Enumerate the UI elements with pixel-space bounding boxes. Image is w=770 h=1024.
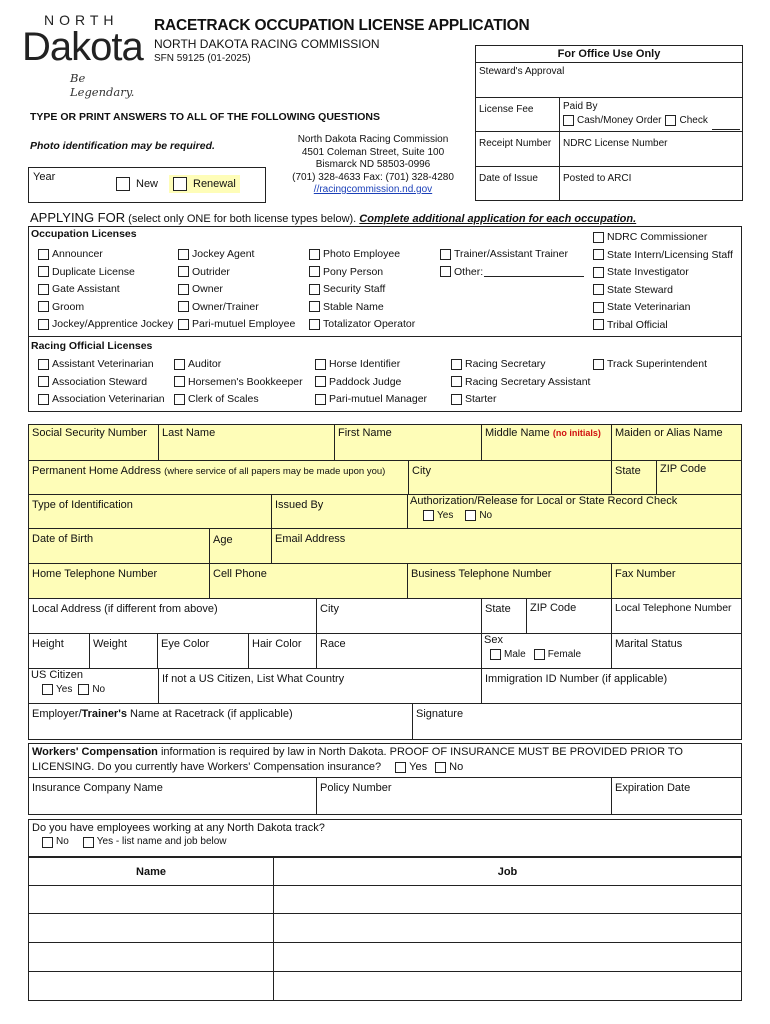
occupation-checkbox[interactable] bbox=[593, 232, 604, 243]
occupation-option[interactable] bbox=[38, 318, 173, 330]
photo-id-note: Photo identification may be required. bbox=[30, 140, 215, 152]
form-title: RACETRACK OCCUPATION LICENSE APPLICATION bbox=[154, 17, 530, 34]
occupation-label: Pari-mutuel Employee bbox=[192, 318, 296, 330]
employee-row-2-name[interactable] bbox=[30, 914, 272, 941]
racing-official-label: Association Steward bbox=[52, 375, 148, 388]
employees-question-box: Do you have employees working at any North Dakota track? No Yes - list name and job below bbox=[28, 819, 742, 857]
commission-website-link[interactable]: //racingcommission.nd.gov bbox=[313, 184, 433, 195]
occupation-label: Groom bbox=[52, 300, 85, 313]
license-fee-field[interactable]: License Fee bbox=[475, 97, 560, 132]
racing-official-option[interactable] bbox=[38, 358, 154, 370]
applying-for-heading: APPLYING FOR (select only ONE for both license types below). Complete additional application for each occupation. bbox=[30, 210, 637, 225]
racing-official-checkbox[interactable] bbox=[451, 376, 462, 387]
occupation-option[interactable] bbox=[38, 283, 120, 295]
occupation-option[interactable] bbox=[178, 301, 259, 313]
zip-code-field[interactable]: ZIP Code bbox=[656, 460, 742, 495]
racing-official-checkbox[interactable] bbox=[38, 359, 49, 370]
address-line1: North Dakota Racing Commission bbox=[297, 134, 449, 145]
occupation-licenses-title: Occupation Licenses bbox=[31, 228, 137, 240]
commission-address bbox=[270, 134, 476, 197]
sex-field: Sex Male Female bbox=[481, 633, 612, 669]
eye-color-field[interactable]: Eye Color bbox=[157, 633, 249, 669]
occupation-option[interactable] bbox=[38, 266, 135, 278]
male-checkbox[interactable] bbox=[490, 649, 501, 660]
occupation-option[interactable] bbox=[593, 266, 689, 278]
occupation-label: Photo Employee bbox=[323, 248, 401, 260]
permanent-address-field[interactable]: Permanent Home Address (where service of all papers may be made upon you) bbox=[28, 460, 409, 495]
renewal-option[interactable]: Renewal bbox=[169, 175, 240, 193]
racing-official-checkbox[interactable] bbox=[451, 359, 462, 370]
local-city-field[interactable]: City bbox=[316, 598, 482, 634]
ndrc-license-number-field[interactable]: NDRC License Number bbox=[559, 131, 743, 167]
racing-official-option[interactable] bbox=[451, 376, 590, 388]
occupation-checkbox[interactable] bbox=[309, 284, 320, 295]
racing-official-checkbox[interactable] bbox=[38, 376, 49, 387]
occupation-option[interactable] bbox=[309, 318, 415, 330]
occupation-checkbox[interactable] bbox=[178, 319, 189, 330]
employees-table bbox=[28, 857, 742, 1001]
racing-official-label: Racing Secretary bbox=[465, 358, 546, 370]
occupation-option[interactable] bbox=[309, 266, 383, 278]
female-checkbox[interactable] bbox=[534, 649, 545, 660]
ssn-field[interactable]: Social Security Number bbox=[28, 424, 159, 461]
racing-official-checkbox[interactable] bbox=[315, 376, 326, 387]
renewal-checkbox[interactable] bbox=[173, 177, 187, 191]
occupation-label: Jockey Agent bbox=[192, 248, 255, 260]
office-use-title: For Office Use Only bbox=[475, 45, 743, 63]
height-field[interactable]: Height bbox=[28, 633, 90, 669]
racing-official-label: Starter bbox=[465, 393, 497, 405]
middle-name-field[interactable]: Middle Name (no initials) bbox=[481, 424, 612, 461]
workers-comp-box: Workers' Compensation information is required by law in North Dakota. PROOF OF INSURANCE MUST BE PROVIDED PRIOR TO LICENSING. Do you currently have Workers' Compensation insurance? Yes No bbox=[28, 743, 742, 778]
occupation-label: Security Staff bbox=[323, 283, 386, 295]
occupation-option[interactable] bbox=[593, 319, 668, 331]
racing-official-label: Pari-mutuel Manager bbox=[329, 393, 428, 405]
local-address-field[interactable]: Local Address (if different from above) bbox=[28, 598, 317, 634]
occupation-checkbox[interactable] bbox=[309, 249, 320, 260]
racing-official-option[interactable] bbox=[315, 393, 427, 405]
occupation-checkbox[interactable] bbox=[38, 284, 49, 295]
occupation-label: Other: bbox=[454, 265, 484, 278]
issued-by-field[interactable]: Issued By bbox=[271, 494, 408, 529]
employee-row-1-name[interactable] bbox=[30, 886, 272, 912]
occupation-label: Duplicate License bbox=[52, 265, 135, 278]
racing-official-label: Association Veterinarian bbox=[52, 393, 165, 405]
employee-row-3-name[interactable] bbox=[30, 943, 272, 970]
employees-col-name: Name bbox=[136, 866, 166, 878]
occupation-option[interactable] bbox=[309, 283, 385, 295]
racing-official-checkbox[interactable] bbox=[38, 394, 49, 405]
weight-field[interactable]: Weight bbox=[89, 633, 158, 669]
employee-row-1-job[interactable] bbox=[275, 886, 740, 912]
marital-status-field[interactable]: Marital Status bbox=[611, 633, 742, 669]
racing-official-checkbox[interactable] bbox=[174, 394, 185, 405]
racing-official-checkbox[interactable] bbox=[174, 376, 185, 387]
us-citizen-yes-checkbox[interactable] bbox=[42, 684, 53, 695]
auth-release-yes-checkbox[interactable] bbox=[423, 510, 434, 521]
occupation-checkbox[interactable] bbox=[38, 319, 49, 330]
year-label: Year bbox=[33, 171, 56, 183]
occupation-option[interactable] bbox=[440, 248, 568, 260]
racing-official-option[interactable] bbox=[451, 393, 497, 405]
employees-no-checkbox[interactable] bbox=[42, 837, 53, 848]
other-occupation-line[interactable] bbox=[484, 267, 584, 277]
hair-color-field[interactable]: Hair Color bbox=[248, 633, 317, 669]
occupation-label: State Investigator bbox=[607, 266, 689, 278]
cash-money-order-checkbox[interactable] bbox=[563, 115, 574, 126]
racing-official-checkbox[interactable] bbox=[315, 359, 326, 370]
agency-name: NORTH DAKOTA RACING COMMISSION bbox=[154, 37, 380, 51]
occupation-checkbox[interactable] bbox=[593, 249, 604, 260]
employee-row-4-job[interactable] bbox=[275, 972, 740, 999]
immigration-id-field[interactable]: Immigration ID Number (if applicable) bbox=[481, 668, 742, 704]
policy-number-field[interactable]: Policy Number bbox=[316, 777, 612, 815]
racing-official-option[interactable] bbox=[174, 376, 303, 388]
racing-official-option[interactable] bbox=[593, 358, 707, 370]
local-state-field[interactable]: State bbox=[481, 598, 527, 634]
occupation-label: Gate Assistant bbox=[52, 283, 120, 295]
occupation-checkbox[interactable] bbox=[38, 266, 49, 277]
occupation-option[interactable] bbox=[38, 248, 103, 260]
occupation-checkbox[interactable] bbox=[309, 301, 320, 312]
racing-official-option[interactable] bbox=[174, 358, 221, 370]
racing-official-label: Horse Identifier bbox=[329, 358, 401, 370]
new-option[interactable]: New bbox=[116, 177, 158, 191]
occupation-option[interactable] bbox=[309, 248, 400, 260]
occupation-checkbox[interactable] bbox=[309, 319, 320, 330]
age-field[interactable]: Age bbox=[209, 528, 272, 564]
racing-official-label: Assistant Veterinarian bbox=[52, 358, 154, 370]
employee-row-2-job[interactable] bbox=[275, 914, 740, 941]
address-line2: 4501 Coleman Street, Suite 100 bbox=[301, 146, 445, 158]
maiden-alias-field[interactable]: Maiden or Alias Name bbox=[611, 424, 742, 461]
auth-release-field: Authorization/Release for Local or State Record Check Yes No bbox=[407, 494, 742, 529]
occupation-label: Announcer bbox=[52, 248, 103, 260]
racing-official-licenses-title: Racing Official Licenses bbox=[31, 340, 153, 352]
occupation-option[interactable] bbox=[38, 301, 84, 313]
occupation-label: State Steward bbox=[607, 283, 673, 296]
logo-tagline: Be Legendary. bbox=[70, 71, 135, 99]
occupation-option[interactable] bbox=[178, 266, 230, 278]
cell-phone-field[interactable]: Cell Phone bbox=[209, 563, 408, 599]
occupation-label: Stable Name bbox=[323, 300, 384, 313]
racing-official-label: Paddock Judge bbox=[329, 375, 402, 388]
auth-release-no-checkbox[interactable] bbox=[465, 510, 476, 521]
racing-official-option[interactable] bbox=[315, 358, 400, 370]
racing-official-label: Horsemen's Bookkeeper bbox=[188, 375, 303, 388]
racing-official-checkbox[interactable] bbox=[315, 394, 326, 405]
occupation-checkbox[interactable] bbox=[178, 284, 189, 295]
racing-official-option[interactable] bbox=[38, 376, 147, 388]
us-citizen-no-checkbox[interactable] bbox=[78, 684, 89, 695]
employee-row-3-job[interactable] bbox=[275, 943, 740, 970]
nd-logo bbox=[22, 12, 147, 99]
racing-official-label: Racing Secretary Assistant bbox=[465, 375, 591, 388]
insurance-company-field[interactable]: Insurance Company Name bbox=[28, 777, 317, 815]
occupation-option[interactable] bbox=[309, 301, 384, 313]
employer-trainer-name-field[interactable]: Employer/Trainer's Name at Racetrack (if applicable) bbox=[28, 703, 413, 740]
racing-official-checkbox[interactable] bbox=[593, 359, 604, 370]
fax-number-field[interactable]: Fax Number bbox=[611, 563, 742, 599]
state-field[interactable]: State bbox=[611, 460, 657, 495]
racing-official-checkbox[interactable] bbox=[451, 394, 462, 405]
business-phone-field[interactable]: Business Telephone Number bbox=[407, 563, 612, 599]
us-citizen-field: US Citizen Yes No bbox=[28, 668, 159, 704]
logo-north-text: NORTH bbox=[44, 12, 119, 28]
occupation-checkbox[interactable] bbox=[38, 249, 49, 260]
occupation-label: Owner/Trainer bbox=[192, 300, 259, 313]
occupation-checkbox[interactable] bbox=[309, 266, 320, 277]
local-zip-field[interactable]: ZIP Code bbox=[526, 598, 612, 634]
occupation-label: Tribal Official bbox=[607, 318, 668, 331]
date-of-birth-field[interactable]: Date of Birth bbox=[28, 528, 210, 564]
race-field[interactable]: Race bbox=[316, 633, 482, 669]
address-line3: Bismarck ND 58503-0996 bbox=[315, 159, 431, 170]
racing-official-label: Track Superintendent bbox=[607, 358, 708, 370]
signature-field[interactable]: Signature bbox=[412, 703, 742, 740]
occupation-label: Owner bbox=[192, 283, 223, 295]
receipt-number-field[interactable]: Receipt Number bbox=[475, 131, 560, 167]
form-number: SFN 59125 (01-2025) bbox=[154, 53, 251, 64]
occupation-option[interactable] bbox=[178, 248, 254, 260]
occupation-checkbox[interactable] bbox=[440, 266, 451, 277]
racing-official-option[interactable] bbox=[38, 393, 165, 405]
racing-official-option[interactable] bbox=[451, 358, 546, 370]
occupation-option[interactable] bbox=[178, 283, 223, 295]
expiration-date-field[interactable]: Expiration Date bbox=[611, 777, 742, 815]
type-or-print-instruction: TYPE OR PRINT ANSWERS TO ALL OF THE FOLLOWING QUESTIONS bbox=[30, 111, 381, 123]
city-field[interactable]: City bbox=[408, 460, 612, 495]
if-not-citizen-country-field[interactable]: If not a US Citizen, List What Country bbox=[158, 668, 482, 704]
occupation-label: Jockey/Apprentice Jockey bbox=[52, 318, 174, 330]
racing-official-checkbox[interactable] bbox=[174, 359, 185, 370]
occupation-checkbox[interactable] bbox=[593, 319, 604, 330]
occupation-checkbox[interactable] bbox=[593, 302, 604, 313]
occupation-option[interactable] bbox=[593, 301, 690, 313]
occupation-checkbox[interactable] bbox=[593, 284, 604, 295]
type-of-identification-field[interactable]: Type of Identification bbox=[28, 494, 272, 529]
new-checkbox[interactable] bbox=[116, 177, 130, 191]
stewards-approval-field[interactable]: Steward's Approval bbox=[475, 62, 743, 98]
occupation-checkbox[interactable] bbox=[440, 249, 451, 260]
employees-yes-checkbox[interactable] bbox=[83, 837, 94, 848]
first-name-field[interactable]: First Name bbox=[334, 424, 482, 461]
racing-official-label: Auditor bbox=[188, 358, 222, 370]
occupation-option[interactable] bbox=[593, 249, 733, 261]
occupation-checkbox[interactable] bbox=[38, 301, 49, 312]
local-phone-field[interactable]: Local Telephone Number bbox=[611, 598, 742, 634]
email-address-field[interactable]: Email Address bbox=[271, 528, 742, 564]
occupation-label: Trainer/Assistant Trainer bbox=[454, 248, 568, 260]
date-of-issue-field[interactable]: Date of Issue bbox=[475, 166, 560, 201]
racing-official-option[interactable] bbox=[315, 376, 401, 388]
address-line4: (701) 328-4633 Fax: (701) 328-4280 bbox=[292, 171, 454, 183]
occupation-label: State Intern/Licensing Staff bbox=[607, 248, 733, 261]
occupation-checkbox[interactable] bbox=[593, 267, 604, 278]
posted-to-arci-field[interactable]: Posted to ARCI bbox=[559, 166, 743, 201]
paid-by-field: Paid By Cash/Money Order Check bbox=[559, 97, 743, 132]
occupation-checkbox[interactable] bbox=[178, 301, 189, 312]
occupation-option[interactable] bbox=[440, 266, 584, 278]
occupation-label: State Veterinarian bbox=[607, 301, 691, 313]
racing-official-option[interactable] bbox=[174, 393, 259, 405]
check-checkbox[interactable] bbox=[665, 115, 676, 126]
occupation-option[interactable] bbox=[178, 318, 295, 330]
workers-comp-yes-checkbox[interactable] bbox=[395, 762, 406, 773]
occupation-label: NDRC Commissioner bbox=[607, 231, 708, 243]
workers-comp-no-checkbox[interactable] bbox=[435, 762, 446, 773]
occupation-option[interactable] bbox=[593, 284, 673, 296]
occupation-checkbox[interactable] bbox=[178, 249, 189, 260]
occupation-label: Totalizator Operator bbox=[323, 318, 416, 330]
home-phone-field[interactable]: Home Telephone Number bbox=[28, 563, 210, 599]
occupation-option[interactable] bbox=[593, 231, 707, 243]
employee-row-4-name[interactable] bbox=[30, 972, 272, 999]
racing-official-label: Clerk of Scales bbox=[188, 393, 259, 405]
employees-col-job: Job bbox=[497, 866, 518, 878]
occupation-label: Pony Person bbox=[323, 265, 384, 278]
occupation-checkbox[interactable] bbox=[178, 266, 189, 277]
last-name-field[interactable]: Last Name bbox=[158, 424, 335, 461]
logo-dakota-text: Dakota bbox=[22, 25, 143, 69]
occupation-label: Outrider bbox=[192, 265, 230, 278]
